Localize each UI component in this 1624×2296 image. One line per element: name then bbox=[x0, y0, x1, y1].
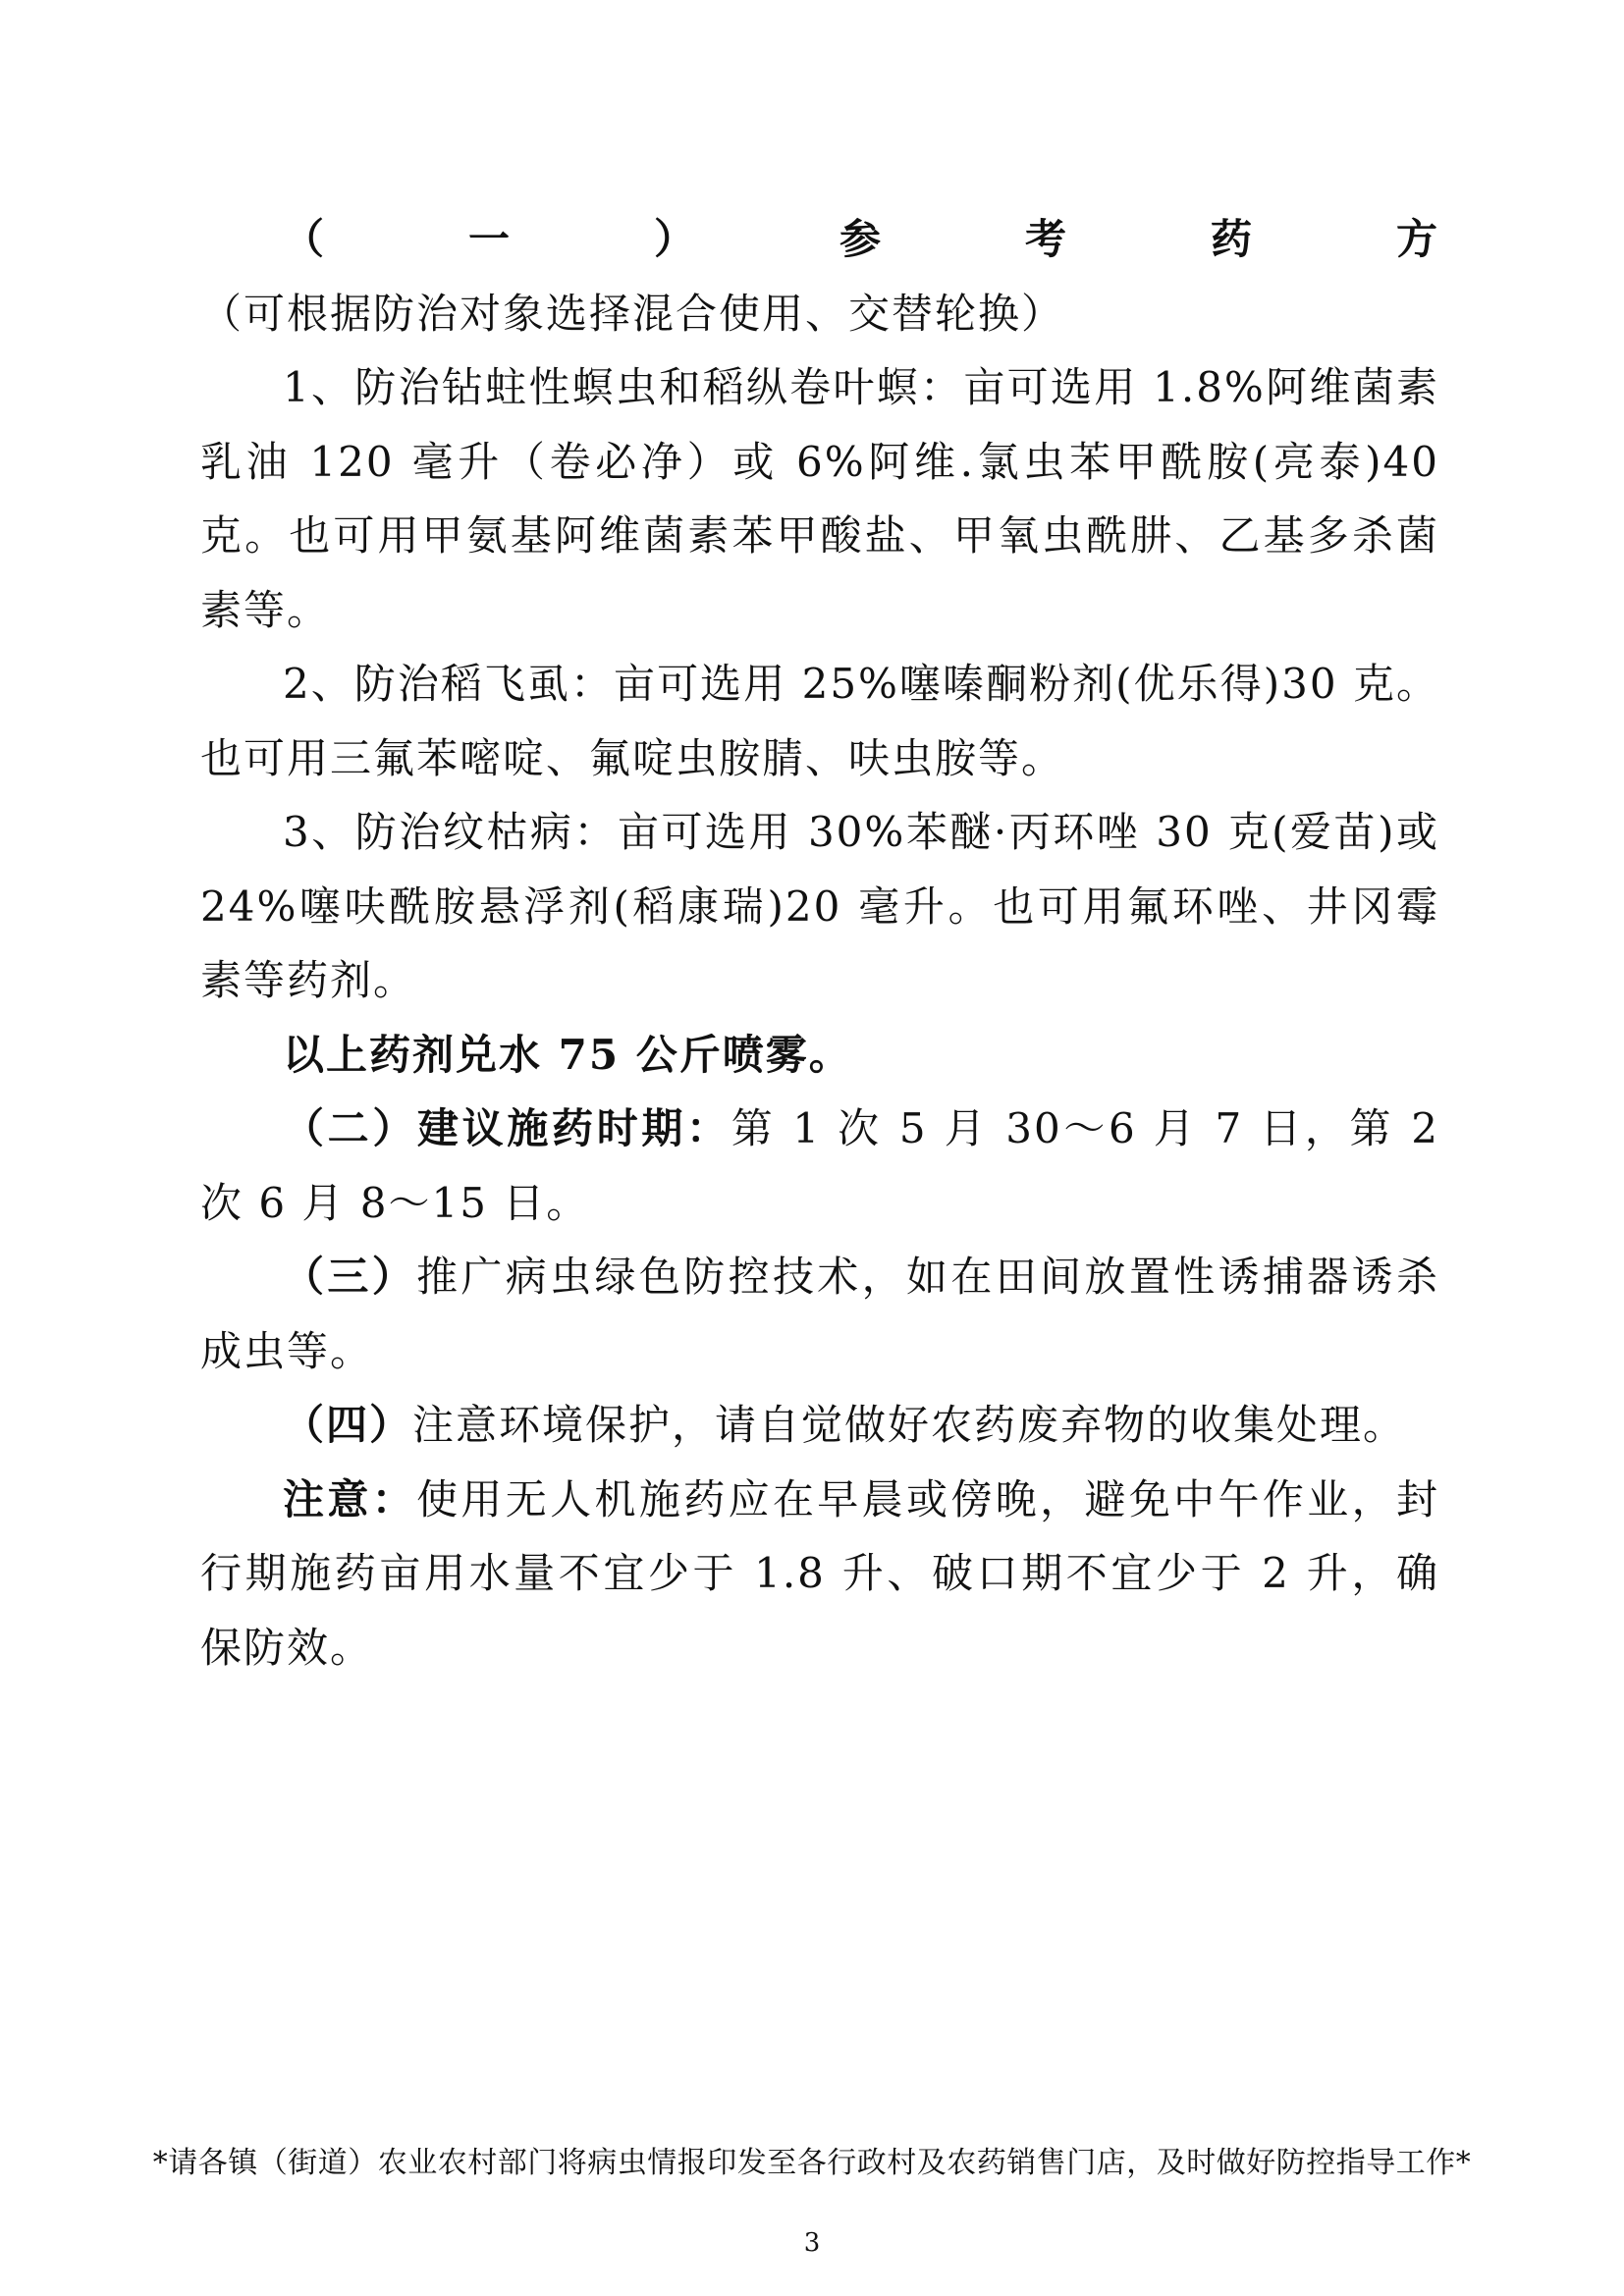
notice-paragraph bbox=[200, 1463, 1439, 1685]
section2-paragraph bbox=[200, 1092, 1439, 1240]
section1-heading-note: （可根据防治对象选择混合使用、交替轮换） bbox=[200, 289, 1065, 338]
page-number: 3 bbox=[803, 2228, 821, 2258]
section4-paragraph bbox=[200, 1388, 1439, 1463]
section3-heading: （三） bbox=[283, 1253, 417, 1301]
section2-heading: （二）建议施药时期： bbox=[283, 1104, 731, 1152]
document-body bbox=[200, 202, 1439, 1684]
section1-item-2: 2、防治稻飞虱：亩可选用 25%噻嗪酮粉剂(优乐得)30 克。也可用三氟苯嘧啶、氟啶虫胺腈、呋虫胺等。 bbox=[200, 660, 1439, 782]
section4-heading: （四） bbox=[283, 1401, 413, 1449]
section1-item-3: 3、防治纹枯病：亩可选用 30%苯醚·丙环唑 30 克(爱苗)或 24%噻呋酰胺悬浮剂(稻康瑞)20 毫升。也可用氟环唑、井冈霉素等药剂。 bbox=[200, 808, 1439, 1004]
dilution-instruction: 以上药剂兑水 75 公斤喷雾。 bbox=[283, 1030, 852, 1079]
section3-text: 推广病虫绿色防控技术，如在田间放置性诱捕器诱杀成虫等。 bbox=[200, 1253, 1439, 1375]
section2-text: 第 1 次 5 月 30～6 月 7 日，第 2 次 6 月 8～15 日。 bbox=[200, 1104, 1439, 1227]
section1-item-1: 1、防治钻蛀性螟虫和稻纵卷叶螟：亩可选用 1.8%阿维菌素乳油 120 毫升（卷必净）或 6%阿维.氯虫苯甲酰胺(亮泰)40 克。也可用甲氨基阿维菌素苯甲酸盐、甲氧虫酰肼、乙基多杀菌素等。 bbox=[200, 363, 1439, 634]
section1-heading: （一）参考药方 bbox=[283, 215, 1439, 263]
section3-paragraph bbox=[200, 1240, 1439, 1388]
section4-text: 注意环境保护，请自觉做好农药废弃物的收集处理。 bbox=[412, 1401, 1407, 1449]
notice-label: 注意： bbox=[283, 1474, 417, 1523]
footer-note: *请各镇（街道）农业农村部门将病虫情报印发至各行政村及农药销售门店，及时做好防控指导工作* bbox=[152, 2146, 1472, 2180]
notice-text: 使用无人机施药应在早晨或傍晚，避免中午作业，封行期施药亩用水量不宜少于 1.8 升、破口期不宜少于 2 升，确保防效。 bbox=[200, 1474, 1439, 1672]
section1-heading-paragraph bbox=[200, 202, 1439, 350]
